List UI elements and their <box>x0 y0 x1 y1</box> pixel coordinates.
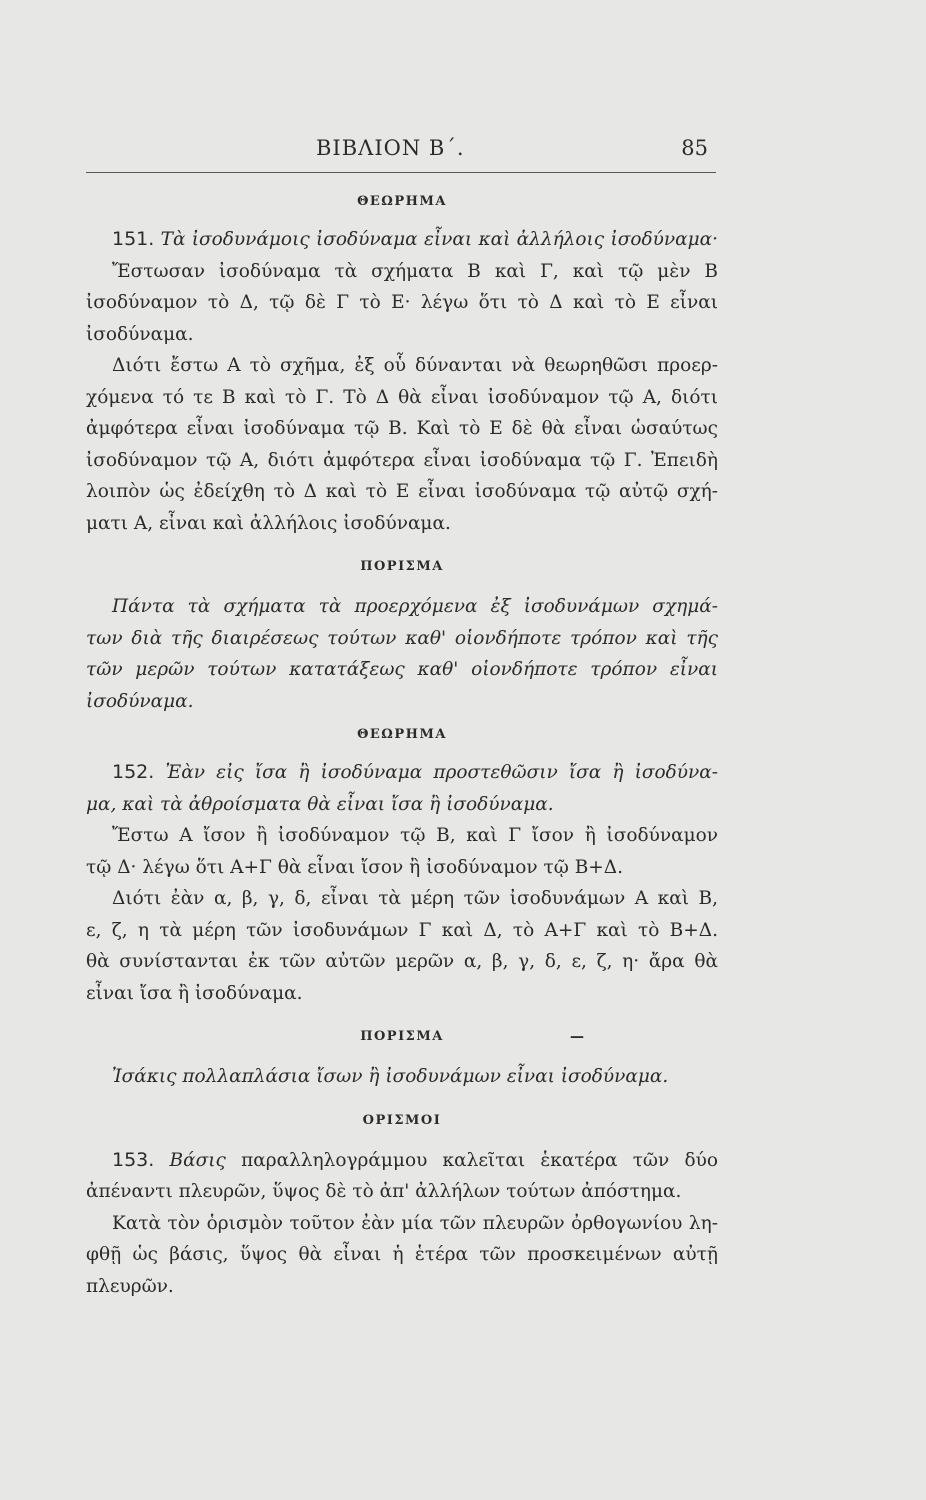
text-line: θὰ συνίστανται ἐκ τῶν αὐτῶν μερῶν α, β, γ, δ, ε, ζ, η· ἄρα θὰ <box>86 951 718 972</box>
text-line: λοιπὸν ὡς ἐδείχθη τὸ Δ καὶ τὸ Ε εἶναι ἰσοδύναμα τῷ αὐτῷ σχή- <box>86 481 718 502</box>
text-line: τῶν μερῶν τούτων κατατάξεως καθ' οἱονδήποτε τρόπον εἶναι <box>86 659 718 680</box>
definition-first-line-rest: παραλληλογράμμου καλεῖται ἑκατέρα τῶν δύο <box>241 1149 718 1171</box>
theorem-151-number: 151. <box>112 228 155 250</box>
page-number: 85 <box>681 136 708 160</box>
page-body <box>86 190 718 1302</box>
theorem-152-statement: Ἐὰν εἰς ἴσα ἢ ἰσοδύναμα προστεθῶσιν ἴσα ἢ ἰσοδύνα- <box>165 762 718 783</box>
definition-term: Βάσις <box>169 1149 226 1171</box>
text-line: πλευρῶν. <box>86 1275 174 1297</box>
text-line: ἰσοδύναμον τὸ Δ, τῷ δὲ Γ τὸ Ε· λέγω ὅτι τὸ Δ καὶ τὸ Ε εἶναι <box>86 292 718 313</box>
theorem-152 <box>86 757 718 1009</box>
text-line: Ἔστω Α ἴσον ἢ ἰσοδύναμον τῷ Β, καὶ Γ ἴσον ἢ ἰσοδύναμον <box>112 825 718 846</box>
text-line: Πάντα τὰ σχήματα τὰ προερχόμενα ἐξ ἰσοδυνάμων σχημά- <box>112 596 718 617</box>
text-line: Κατὰ τὸν ὁρισμὸν τοῦτον ἐὰν μία τῶν πλευρῶν ὀρθογωνίου λη- <box>112 1212 718 1234</box>
corollary-2-heading-row <box>86 1025 718 1049</box>
definition-153-number: 153. <box>112 1148 155 1171</box>
corollary-1-heading: ΠΟΡΙΣΜΑ <box>360 559 444 574</box>
definition-153-first-line <box>86 1145 718 1177</box>
theorem-152-number: 152. <box>112 761 155 783</box>
running-title: ΒΙΒΛΙΟΝ Β΄. <box>316 136 465 160</box>
corollary-2-heading: ΠΟΡΙΣΜΑ <box>360 1029 444 1044</box>
text-line: εἶναι ἴσα ἢ ἰσοδύναμα. <box>86 982 303 1004</box>
text-line: ἀπέναντι πλευρῶν, ὕψος δὲ τὸ ἀπ' ἀλλήλων τούτων ἀπόστημα. <box>86 1181 682 1202</box>
text-line: τῷ Δ· λέγω ὅτι Α+Γ θὰ εἶναι ἴσον ἢ ἰσοδύναμον τῷ Β+Δ. <box>86 856 624 878</box>
theorem-152-statement-line <box>86 757 718 789</box>
theorem-151 <box>86 224 718 539</box>
corollary-1 <box>86 591 718 717</box>
definitions-heading: ΟΡΙΣΜΟΙ <box>362 1112 442 1128</box>
text-line: ματι Α, εἶναι καὶ ἀλλήλοις ἰσοδύναμα. <box>86 512 451 534</box>
corollary-2-dash: — <box>570 1029 586 1045</box>
text-line: Ἰσάκις πολλαπλάσια ἴσων ἢ ἰσοδυνάμων εἶναι ἰσοδύναμα. <box>112 1066 669 1087</box>
theorem-151-statement-line <box>86 224 718 256</box>
corollary-2 <box>86 1061 718 1093</box>
text-line: χόμενα τό τε Β καὶ τὸ Γ. Τὸ Δ θὰ εἶναι ἰσοδύναμον τῷ Α, διότι <box>86 386 718 408</box>
text-line: φθῇ ὡς βάσις, ὕψος θὰ εἶναι ἡ ἑτέρα τῶν προσκειμένων αὐτῇ <box>86 1244 718 1265</box>
text-line: ἀμφότερα εἶναι ἰσοδύναμα τῷ Β. Καὶ τὸ Ε δὲ θὰ εἶναι ὡσαύτως <box>86 418 718 439</box>
text-line: Διότι ἔστω Α τὸ σχῆμα, ἐξ οὗ δύνανται νὰ θεωρηθῶσι προερ- <box>112 355 718 376</box>
page-header <box>86 132 716 168</box>
header-rule <box>86 172 716 173</box>
text-line: ἰσοδύναμα. <box>86 690 194 712</box>
theorem-151-heading: ΘΕΩΡΗΜΑ <box>357 194 447 209</box>
text-line: ἰσοδύναμον τῷ Α, διότι ἀμφότερα εἶναι ἰσοδύναμα τῷ Γ. Ἐπειδὴ <box>86 449 718 471</box>
text-line: ε, ζ, η τὰ μέρη τῶν ἰσοδυνάμων Γ καὶ Δ, τὸ Α+Γ καὶ τὸ Β+Δ. <box>86 919 718 941</box>
text-line: Διότι ἐὰν α, β, γ, δ, εἶναι τὰ μέρη τῶν ἰσοδυνάμων Α καὶ Β, <box>112 888 718 909</box>
text-line: ἰσοδύναμα. <box>86 323 194 345</box>
text-line: των διὰ τῆς διαιρέσεως τούτων καθ' οἱονδήποτε τρόπον καὶ τῆς <box>86 627 718 649</box>
theorem-151-statement: Τὰ ἰσοδυνάμοις ἰσοδύναμα εἶναι καὶ ἀλλήλοις ἰσοδύναμα· <box>160 229 718 250</box>
text-line: μα, καὶ τὰ ἀθροίσματα θὰ εἶναι ἴσα ἢ ἰσοδύναμα. <box>86 793 554 815</box>
theorem-152-heading: ΘΕΩΡΗΜΑ <box>357 727 447 742</box>
definitions <box>86 1145 718 1303</box>
text-line: Ἔστωσαν ἰσοδύναμα τὰ σχήματα Β καὶ Γ, καὶ τῷ μὲν Β <box>112 260 718 282</box>
